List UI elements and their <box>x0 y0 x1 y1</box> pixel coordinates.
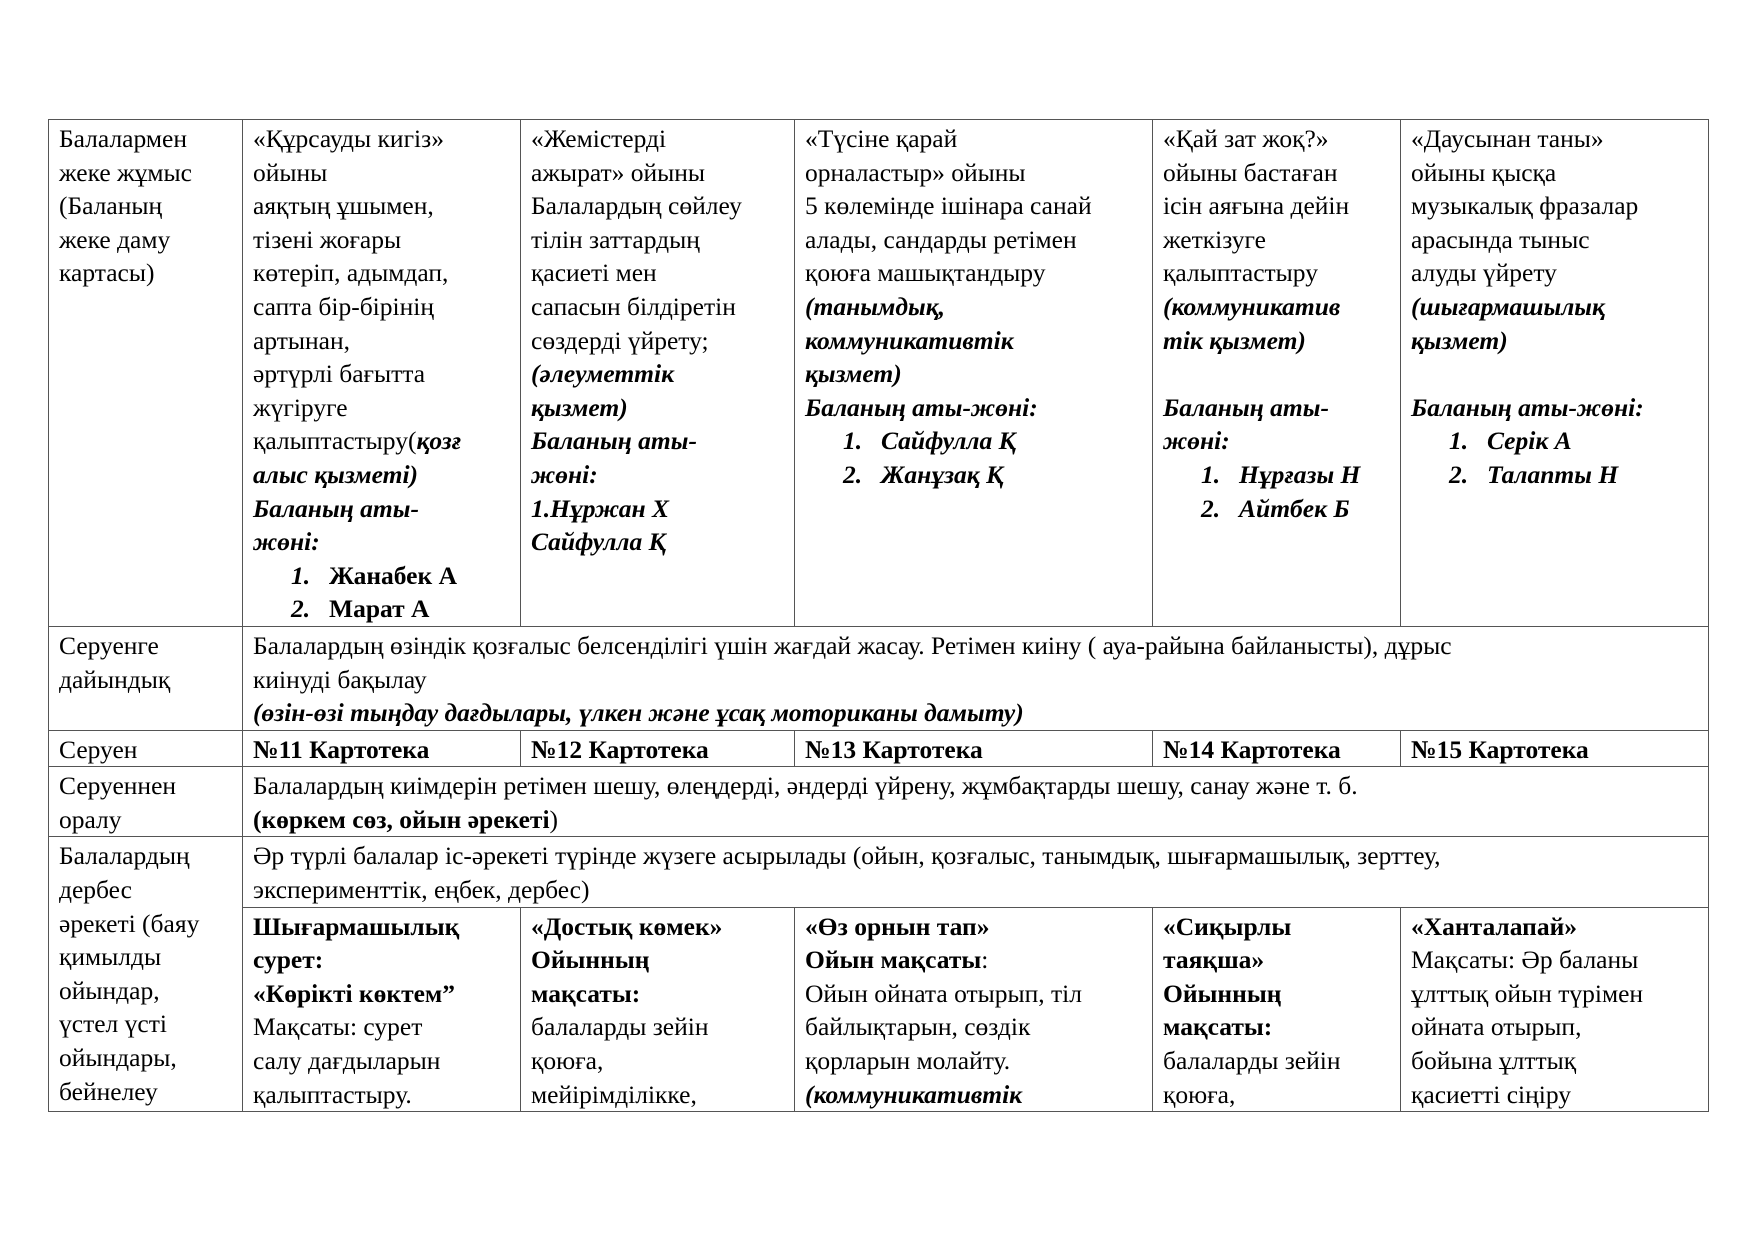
cell-walk-4: №14 Картотека <box>1153 730 1401 767</box>
row-walk-return <box>49 767 1709 837</box>
cell-individual-1: «Құрсауды кигіз» ойыны аяқтың ұшымен, тізені жоғары көтеріп, адымдап, сапта бір-бірінің артынан, әртүрлі бағытта жүгіруге қалыптастыру(қозғ алыс қызметі) Баланың аты- жөні: 1. Жанабек А 2. Марат А <box>243 120 521 627</box>
row-individual-work <box>49 120 1709 627</box>
row-walk <box>49 730 1709 767</box>
cell-independent-1: Шығармашылық сурет: «Көрікті көктем” Мақсаты: сурет салу дағдыларын қалыптастыру. <box>243 907 521 1112</box>
list-item: 1. Серік А <box>1449 426 1572 456</box>
row-independent-intro <box>49 837 1709 907</box>
row-label-individual: Балалармен жеке жұмыс (Баланың жеке даму картасы) <box>49 120 243 627</box>
cell-walk-5: №15 Картотека <box>1401 730 1709 767</box>
cell-independent-5: «Ханталапай» Мақсаты: Әр баланы ұлттық ойын түрімен ойната отырып, бойына ұлттық қасиетті сіңіру <box>1401 907 1709 1112</box>
list-item: 1. Сайфулла Қ <box>843 426 1016 456</box>
cell-individual-2: «Жемістерді ажырат» ойыны Балалардың сөйлеу тілін заттардың қасиеті мен сапасын білдіретін сөздерді үйрету; (әлеуметтік қызмет) Баланың аты- жөні: 1.Нұржан Х Сайфулла Қ <box>521 120 795 627</box>
cell-independent-2: «Достық көмек» Ойынның мақсаты: балаларды зейін қоюға, мейірімділікке, <box>521 907 795 1112</box>
cell-return: Балалардың киімдерін ретімен шешу, өлеңдерді, әндерді үйрену, жұмбақтарды шешу, санау және т. б. (көркем сөз, ойын әрекеті) <box>243 767 1709 837</box>
row-label-independent: Балалардың дербес әрекеті (баяу қимылды ойындар, үстел үсті ойындары, бейнелеу <box>49 837 243 1112</box>
cell-independent-4: «Сиқырлы таяқша» Ойынның мақсаты: балаларды зейін қоюға, <box>1153 907 1401 1112</box>
cell-individual-5: «Даусынан таны» ойыны қысқа музыкалық фразалар арасында тыныс алуды үйрету (шығармашылық қызмет) Баланың аты-жөні: 1. Серік А 2. Талапты Н <box>1401 120 1709 627</box>
cell-walk-1: №11 Картотека <box>243 730 521 767</box>
list-item: 1. Жанабек А <box>291 560 457 590</box>
row-walk-prep <box>49 626 1709 730</box>
schedule-table <box>48 119 1709 1112</box>
list-item: 2. Марат А <box>291 594 430 624</box>
cell-individual-3: «Түсіне қарай орналастыр» ойыны 5 көлемінде ішінара санай алады, сандарды ретімен қоюға машықтандыру (танымдық, коммуникативтік қызмет) Баланың аты-жөні: 1. Сайфулла Қ 2. Жанұзақ Қ <box>795 120 1153 627</box>
row-label-walk: Серуен <box>49 730 243 767</box>
cell-independent-intro: Әр түрлі балалар іс-әрекеті түрінде жүзеге асырылады (ойын, қозғалыс, танымдық, шығармашылық, зерттеу, эксперименттік, еңбек, дербес) <box>243 837 1709 907</box>
list-item: 2. Айтбек Б <box>1201 493 1350 523</box>
cell-prep: Балалардың өзіндік қозғалыс белсенділігі үшін жағдай жасау. Ретімен киіну ( ауа-райына байланысты), дұрыс киінуді бақылау (өзін-өзі тыңдау дағдылары, үлкен және ұсақ моториканы дамыту) <box>243 626 1709 730</box>
document-page <box>48 119 1708 1112</box>
list-item: 2. Талапты Н <box>1449 459 1619 489</box>
list-item: 2. Жанұзақ Қ <box>843 459 1004 489</box>
cell-individual-4: «Қай зат жоқ?» ойыны бастаған ісін аяғына дейін жеткізуге қалыптастыру (коммуникатив тік қызмет) Баланың аты- жөні: 1. Нұрғазы Н 2. Айтбек Б <box>1153 120 1401 627</box>
row-label-prep: Серуенге дайындық <box>49 626 243 730</box>
cell-walk-3: №13 Картотека <box>795 730 1153 767</box>
cell-walk-2: №12 Картотека <box>521 730 795 767</box>
row-label-return: Серуеннен оралу <box>49 767 243 837</box>
cell-independent-3: «Өз орнын тап» Ойын мақсаты: Ойын ойната отырып, тіл байлықтарын, сөздік қорларын молайту. (коммуникативтік <box>795 907 1153 1112</box>
row-independent-games <box>49 907 1709 1112</box>
list-item: 1. Нұрғазы Н <box>1201 459 1361 489</box>
